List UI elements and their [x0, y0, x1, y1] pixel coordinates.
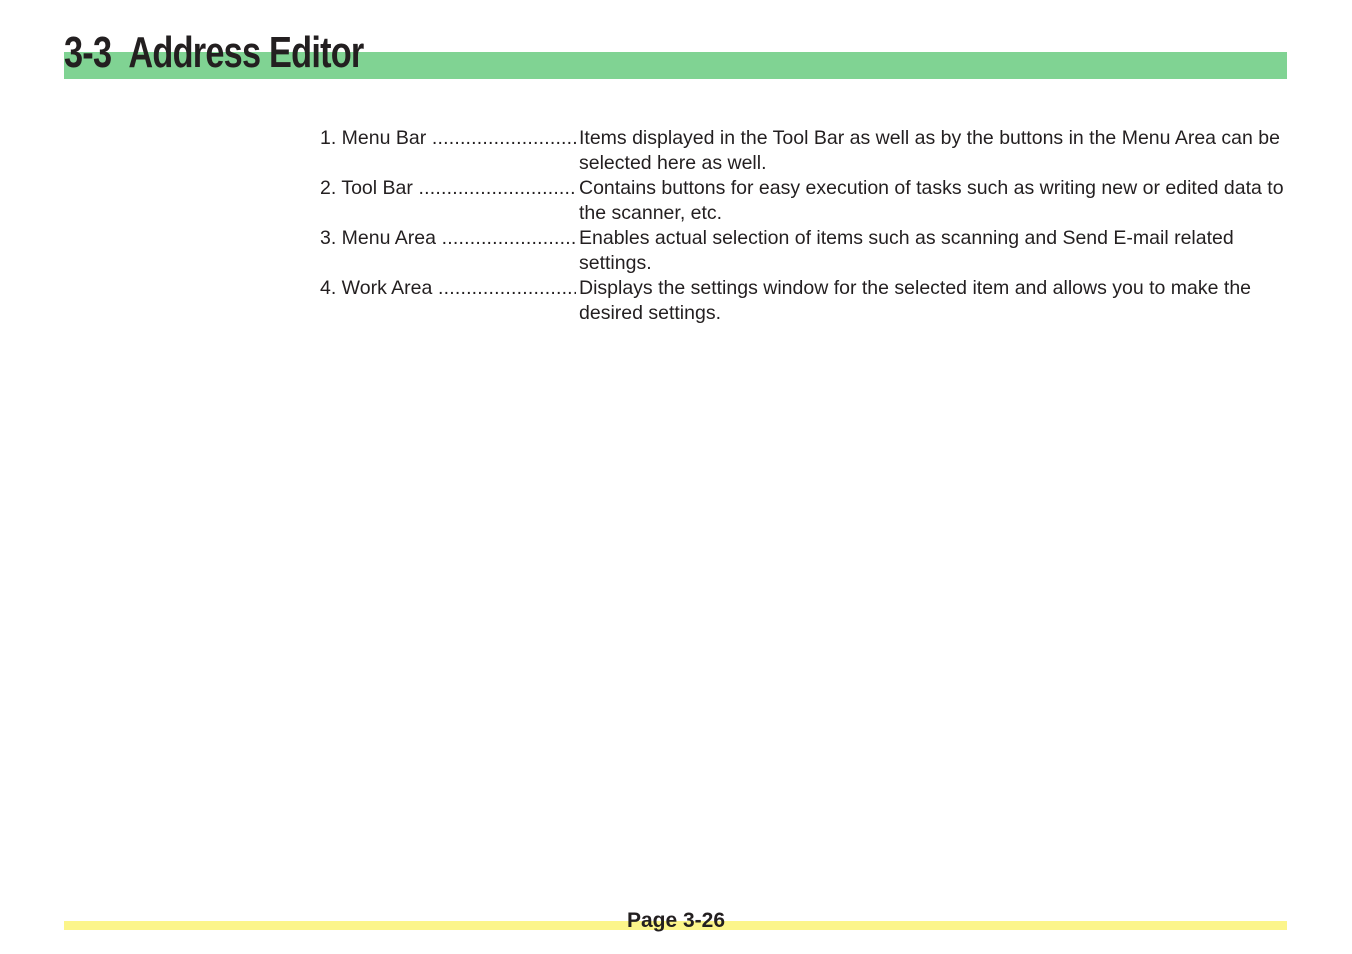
item-term: 2. Tool Bar ..... — [320, 176, 576, 201]
list-item — [320, 176, 1290, 226]
page-number: Page 3-26 — [626, 909, 726, 932]
item-description: Displays the settings window for the selected item and allows you to make the desired settings. — [579, 277, 1252, 324]
list-item — [320, 276, 1290, 326]
item-description: Contains buttons for easy execution of tasks such as writing new or edited data to the scanner, etc. — [579, 177, 1284, 224]
page-title — [64, 28, 364, 78]
item-description: Items displayed in the Tool Bar as well as by the buttons in the Menu Area can be selected here as well. — [579, 127, 1280, 174]
item-term: 3. Menu Area ..... — [320, 226, 576, 251]
item-term: 4. Work Area ..... — [320, 276, 576, 301]
list-item — [320, 126, 1290, 176]
section-title: Address Editor — [128, 28, 364, 77]
definition-list — [320, 126, 1290, 326]
item-description: Enables actual selection of items such as scanning and Send E-mail related settings. — [579, 227, 1234, 274]
section-number: 3-3 — [64, 28, 112, 77]
list-item — [320, 226, 1290, 276]
item-term: 1. Menu Bar ..... — [320, 126, 576, 151]
